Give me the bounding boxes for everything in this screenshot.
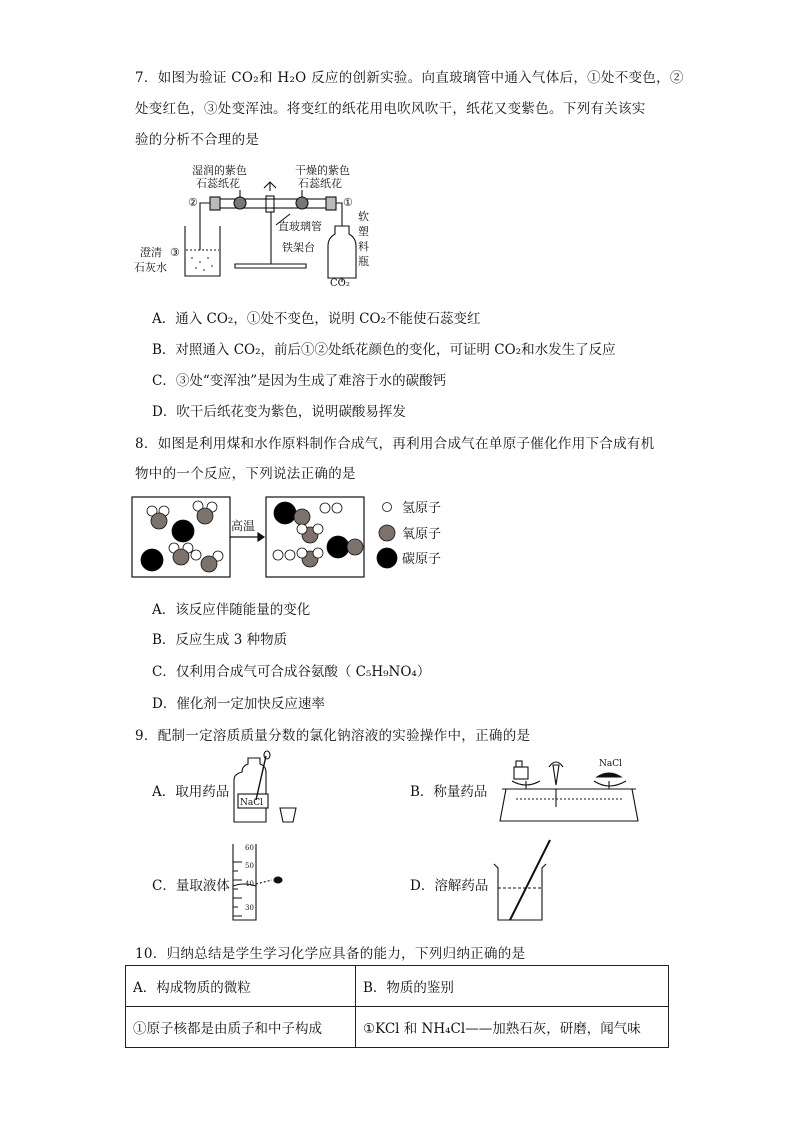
q7-option-b[interactable]: B．对照通入 CO₂，前后①②处纸花颜色的变化，可证明 CO₂和水发生了反应 (152, 342, 616, 358)
q7-option-d[interactable]: D．吹干后纸花变为紫色，说明碳酸易挥发 (152, 404, 406, 420)
q9-option-b[interactable]: B．称量药品 (410, 784, 488, 800)
cylinder-tick-30: 30 (245, 904, 254, 912)
cylinder-tick-40: 40 (245, 880, 254, 888)
circle-label-3: ③ (170, 246, 180, 259)
limewater-label-1: 澄清 (140, 246, 162, 259)
q7-stem-line3: 验的分析不合理的是 (135, 132, 260, 148)
table-row (126, 966, 669, 1007)
co2-label: CO₂ (330, 278, 350, 289)
balance-nacl-label: NaCl (599, 759, 623, 769)
arrow-label-high-temp: 高温 (231, 519, 256, 533)
q9-option-c[interactable]: C．量取液体 (152, 878, 230, 894)
limewater-label-2: 石灰水 (134, 261, 167, 274)
q9-a-reagent-bottle-figure (230, 750, 302, 825)
table-cell-b1: ①KCl 和 NH₄Cl——加熟石灰，研磨，闻气味 (356, 1007, 669, 1048)
q7-stem-line1: 7．如图为验证 CO₂和 H₂O 反应的创新实验。向直玻璃管中通入气体后，①处不变色，② (135, 70, 684, 86)
q9-option-a[interactable]: A．取用药品 (152, 784, 230, 800)
bottle-label-2: 塑 (358, 225, 369, 238)
legend-oxygen-swatch (379, 525, 395, 541)
stand-label: 铁架台 (282, 241, 315, 254)
table-row (126, 1007, 669, 1048)
nacl-bottle-label: NaCl (240, 798, 264, 808)
legend-carbon-label: 碳原子 (402, 552, 442, 567)
table-header-a: A．构成物质的微粒 (126, 966, 356, 1007)
circle-label-2: ② (188, 196, 198, 209)
q9-d-beaker-figure (490, 836, 560, 924)
q10-stem: 10．归纳总结是学生学习化学应具备的能力，下列归纳正确的是 (135, 946, 526, 962)
dry-flower-label-1: 干燥的紫色 (295, 164, 350, 177)
q8-option-d[interactable]: D．催化剂一定加快反应速率 (152, 696, 325, 712)
legend-hydrogen-swatch (383, 503, 392, 512)
wet-flower-label-1: 湿润的紫色 (192, 164, 247, 177)
q8-stem-line1: 8．如图是利用煤和水作原料制作合成气，再利用合成气在单原子催化作用下合成有机 (135, 436, 655, 452)
q7-stem-line2: 处变红色，③处变浑浊。将变红的纸花用电吹风吹干，纸花又变紫色。下列有关该实 (135, 101, 646, 117)
bottle-label-4: 瓶 (358, 255, 369, 268)
tube-label: 直玻璃管 (278, 220, 322, 233)
q8-reaction-figure (130, 493, 460, 583)
q7-option-a[interactable]: A．通入 CO₂，①处不变色，说明 CO₂不能使石蕊变红 (152, 311, 481, 327)
q10-summary-table (125, 965, 669, 1048)
cylinder-tick-60: 60 (245, 844, 254, 852)
bottle-label-3: 料 (358, 240, 369, 253)
q8-option-c[interactable]: C．仅利用合成气可合成谷氨酸（ C₅H₉NO₄） (152, 664, 431, 680)
q8-stem-line2: 物中的一个反应，下列说法正确的是 (135, 466, 356, 482)
legend-carbon-swatch (377, 548, 397, 568)
circle-label-1: ① (343, 196, 353, 209)
q7-apparatus-figure (130, 158, 380, 293)
q7-option-c[interactable]: C．③处“变浑浊”是因为生成了难溶于水的碳酸钙 (152, 373, 447, 389)
bottle-label-1: 软 (358, 210, 369, 223)
q9-c-graduated-cylinder-figure (228, 840, 288, 922)
q8-option-b[interactable]: B．反应生成 3 种物质 (152, 632, 288, 648)
q9-b-balance-figure (496, 755, 646, 827)
dry-flower-label-2: 石蕊纸花 (298, 177, 342, 190)
wet-flower-label-2: 石蕊纸花 (196, 177, 240, 190)
q9-stem: 9．配制一定溶质质量分数的氯化钠溶液的实验操作中，正确的是 (135, 728, 531, 744)
legend-hydrogen-label: 氢原子 (402, 501, 442, 516)
q8-option-a[interactable]: A．该反应伴随能量的变化 (152, 602, 311, 618)
table-header-b: B．物质的鉴别 (356, 966, 669, 1007)
q9-option-d[interactable]: D．溶解药品 (410, 878, 489, 894)
table-cell-a1: ①原子核都是由质子和中子构成 (126, 1007, 356, 1048)
legend-oxygen-label: 氧原子 (402, 527, 442, 542)
cylinder-tick-50: 50 (245, 862, 254, 870)
